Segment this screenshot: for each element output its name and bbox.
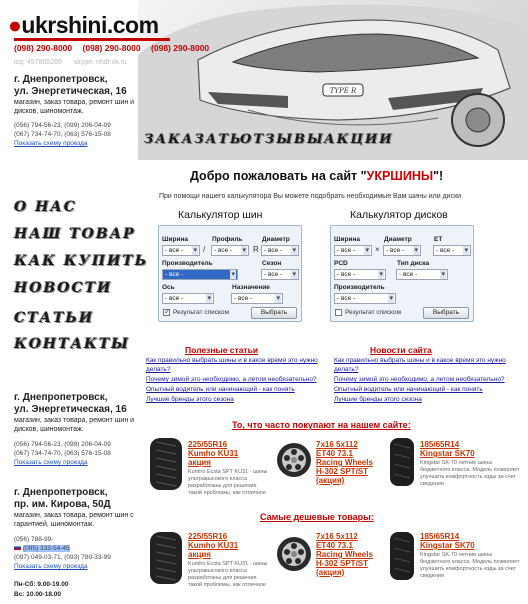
phone: (056) 794-56-23, [14,122,63,129]
icq-text: icq: 457865286 [14,59,62,66]
product-promo[interactable]: (акция) [316,476,345,485]
welcome-heading [190,169,443,183]
product-size[interactable]: 7x16 5x112 [316,440,358,449]
product-promo[interactable]: акция [188,458,211,467]
product-desc: Kumho Ecsta SPT KU31 - шины ультравысокого класса разработаны для решения такой проблемы, как отличное [188,561,268,588]
tire-product-image[interactable] [148,436,184,492]
address-street: ул. Энергетическая, 16 [14,86,127,97]
news-link[interactable]: Как правильно выбрать шины и в какое время это нужно делать? [334,357,506,373]
welcome-prefix: Добро пожаловать на сайт " [190,169,367,183]
product-brand[interactable]: Racing Wheels [316,550,373,559]
disk-et-label: ET [434,236,443,243]
product-model[interactable]: Kingstar SK70 [420,449,475,458]
phone: (067) 734-74-70, [14,131,63,138]
welcome-brand: УКРШИНЫ [366,169,434,183]
tire-diameter-label: Диаметр [262,236,290,243]
map-link[interactable]: Показать схему проезда [14,459,88,466]
wheel-product-image[interactable] [276,442,312,478]
disk-maker-select[interactable]: - все - ▾ [334,293,396,304]
tire-select-button[interactable]: Выбрать [251,307,297,319]
disk-list-label: Результат списком [345,309,402,316]
r-separator: R [253,245,259,254]
product-size[interactable]: 7x16 5x112 [316,532,358,541]
side-nav-articles[interactable]: СТАТЬИ [14,310,95,326]
product-desc: Kumho Ecsta SPT KU31 - шины ультравысокого класса разработаны для решения такой проблемы, как отличное [188,469,268,496]
phone: (067) 734-74-70, [14,450,63,457]
address-street: пр. им. Кирова, 50Д [14,499,111,510]
product-desc: Kingstar SK-70 летние шины бюджетного класса. Модель позволяет улучшить комфортность езды за счет сведения [420,552,520,579]
address-top [14,74,139,148]
tire-purpose-select[interactable]: - все - ▾ [231,293,283,304]
article-link[interactable]: Лучшие бренды этого сезона [146,396,234,403]
tire-calculator-panel [158,225,302,322]
address-phones-row [14,553,139,562]
address-desc: магазин, заказ товара, ремонт шин с гарантией, шиномонтаж. [14,512,134,528]
x-separator: × [375,245,380,254]
welcome-suffix: "! [433,169,444,183]
hours-sunday: Вс: 10.00-18.00 [14,591,61,598]
disk-width-select[interactable]: - все - ▾ [334,245,372,256]
product-model[interactable]: ET40 73.1 [316,541,353,550]
nav-promotions[interactable]: АКЦИИ [324,132,394,147]
product-size[interactable]: 185/65R14 [420,440,460,449]
tire-list-label: Результат списком [173,309,230,316]
tire-width-label: Ширина [162,236,189,243]
calculator-section [134,160,528,340]
tire-width-select[interactable]: - все - ▾ [162,245,200,256]
address-bottom [14,487,139,571]
articles-heading[interactable]: Полезные статьи [185,345,259,355]
address-phones-row [14,544,139,553]
tire-season-select[interactable]: - все - ▾ [261,269,299,280]
side-nav-about[interactable]: О НАС [14,199,77,215]
header-phone: (098) 290-8000 [151,43,210,53]
tire-product-image[interactable] [388,530,416,582]
disk-type-select[interactable]: - все - ▾ [396,269,448,280]
article-link[interactable]: Почему зимой это необходимо, а летом необязательно? [146,376,317,383]
disk-diameter-label: Диаметр [384,236,412,243]
address-street: ул. Энергетическая, 16 [14,404,127,415]
tire-season-label: Сезон [262,260,282,267]
address-phones-row [14,130,139,139]
tire-maker-select[interactable]: - все - ▾ [162,269,238,280]
tire-profile-label: Профиль [212,236,243,243]
tire-axle-label: Ось [162,284,175,291]
address-desc: магазин, заказ товара, ремонт шин и дисков, шиномонтаж. [14,417,135,433]
article-link[interactable]: Как правильно выбрать шины и в какое время это нужно делать? [146,357,318,373]
disk-type-label: Тип диска [397,260,430,267]
address-mid [14,392,139,467]
phone: (056) 788-99- [14,536,54,543]
logo-tld: .com [106,12,159,38]
address-city: г. Днепропетровск, [14,392,108,403]
product-model[interactable]: Kumho KU31 [188,449,239,458]
address-phones-row [14,449,139,458]
disk-et-select[interactable]: - все - ▾ [433,245,471,256]
product-promo[interactable]: (акция) [316,568,345,577]
disk-select-button[interactable]: Выбрать [423,307,469,319]
address-phones-row [14,121,139,130]
phone: (063) 576-15-08 [64,131,111,138]
disk-calculator-panel [330,225,474,322]
phone: (063) 576-15-08 [64,450,111,457]
svg-text:TYPE R: TYPE R [329,87,357,95]
disk-calc-title: Калькулятор дисков [350,209,448,221]
address-desc: магазин, заказ товара, ремонт шин и дисков, шиномонтаж. [14,99,135,115]
product-model[interactable]: Kingstar SK70 [420,541,475,550]
side-nav-how-to-buy[interactable]: КАК КУПИТЬ [14,253,149,269]
disk-pcd-select[interactable]: - все - ▾ [334,269,386,280]
header-phone: (098) 290-8000 [14,43,73,53]
tire-list-checkbox[interactable] [163,309,170,316]
nav-reviews[interactable]: ОТЗЫВЫ [240,132,325,147]
product-size[interactable]: 225/55R16 [188,532,228,541]
product-series[interactable]: H-302 SPT/ST [316,559,369,568]
hours-weekdays: Пн-Сб: 9.00-19.00 [14,581,69,588]
site-logo[interactable] [8,12,159,39]
messenger-contacts [14,59,137,66]
tire-calc-title: Калькулятор шин [178,209,263,221]
tire-product-image[interactable] [148,530,184,586]
disk-diameter-select[interactable]: - все - ▾ [383,245,421,256]
phone: (097) 049-03-71, [14,554,63,561]
product-size[interactable]: 185/65R14 [420,532,460,541]
phone: (099) 206-04-09 [64,122,111,129]
product-model[interactable]: ET40 73.1 [316,449,353,458]
logo-text: ukrshini [21,12,107,38]
wheel-product-image[interactable] [276,536,312,572]
tire-profile-select[interactable]: - все - ▾ [211,245,249,256]
map-link[interactable]: Показать схему проезда [14,563,88,570]
tire-product-image[interactable] [388,436,416,488]
welcome-subtitle: При помощи нашего калькулятора Вы можете подобрать необходимые Вам шины или диски [159,193,462,200]
popular-heading: То, что часто покупают на нашем сайте: [232,420,411,430]
phone: (095) 333-54-45 [23,545,70,552]
slash-separator: / [203,245,206,254]
address-phones-row [14,440,139,449]
tire-maker-label: Производитель [162,260,213,267]
news-heading[interactable]: Новости сайта [370,345,432,355]
disk-pcd-label: PCD [334,260,348,267]
nav-order[interactable]: ЗАКАЗАТЬ [144,132,243,147]
address-city: г. Днепропетровск, [14,74,108,85]
disk-width-label: Ширина [334,236,361,243]
phone: (099) 206-04-09 [64,441,111,448]
logo-underline [14,38,170,41]
map-link[interactable]: Показать схему проезда [14,140,88,147]
news-link[interactable]: Лучшие бренды этого сезона [334,396,422,403]
disk-maker-label: Производитель [334,284,385,291]
skype-text: skype: nhdt.vk.ru [73,59,127,66]
header-phones [14,43,217,53]
product-promo[interactable]: акция [188,550,211,559]
product-desc: Kingstar SK-70 летние шины бюджетного класса. Модель позволяет улучшить комфортность езды за счет сведения [420,460,520,487]
tire-purpose-label: Назначение [232,284,270,291]
news-link[interactable]: Почему зимой это необходимо, а летом необязательно? [334,376,505,383]
product-brand[interactable]: Racing Wheels [316,458,373,467]
side-nav-products[interactable]: НАШ ТОВАР [14,226,136,242]
flag-icon [14,545,21,550]
news-link[interactable]: Опытный водитель или начинающий - как понять [334,386,483,393]
phone: (093) 780-33-99 [64,554,111,561]
product-model[interactable]: Kumho KU31 [188,541,239,550]
product-series[interactable]: H-302 SPT/ST [316,467,369,476]
phone: (056) 794-56-23, [14,441,63,448]
logo-tire-icon: ● [8,12,22,38]
product-size[interactable]: 225/55R16 [188,440,228,449]
side-nav-contacts[interactable]: КОНТАКТЫ [14,336,130,352]
cheap-heading: Самые дешевые товары: [260,512,374,522]
tire-axle-select[interactable]: - все - ▾ [162,293,214,304]
side-nav-news[interactable]: НОВОСТИ [14,280,113,296]
disk-list-checkbox[interactable] [335,309,342,316]
header-phone: (098) 290-8000 [82,43,141,53]
article-link[interactable]: Опытный водитель или начинающий - как понять [146,386,295,393]
tire-diameter-select[interactable]: - все - ▾ [261,245,299,256]
address-city: г. Днепропетровск, [14,487,108,498]
